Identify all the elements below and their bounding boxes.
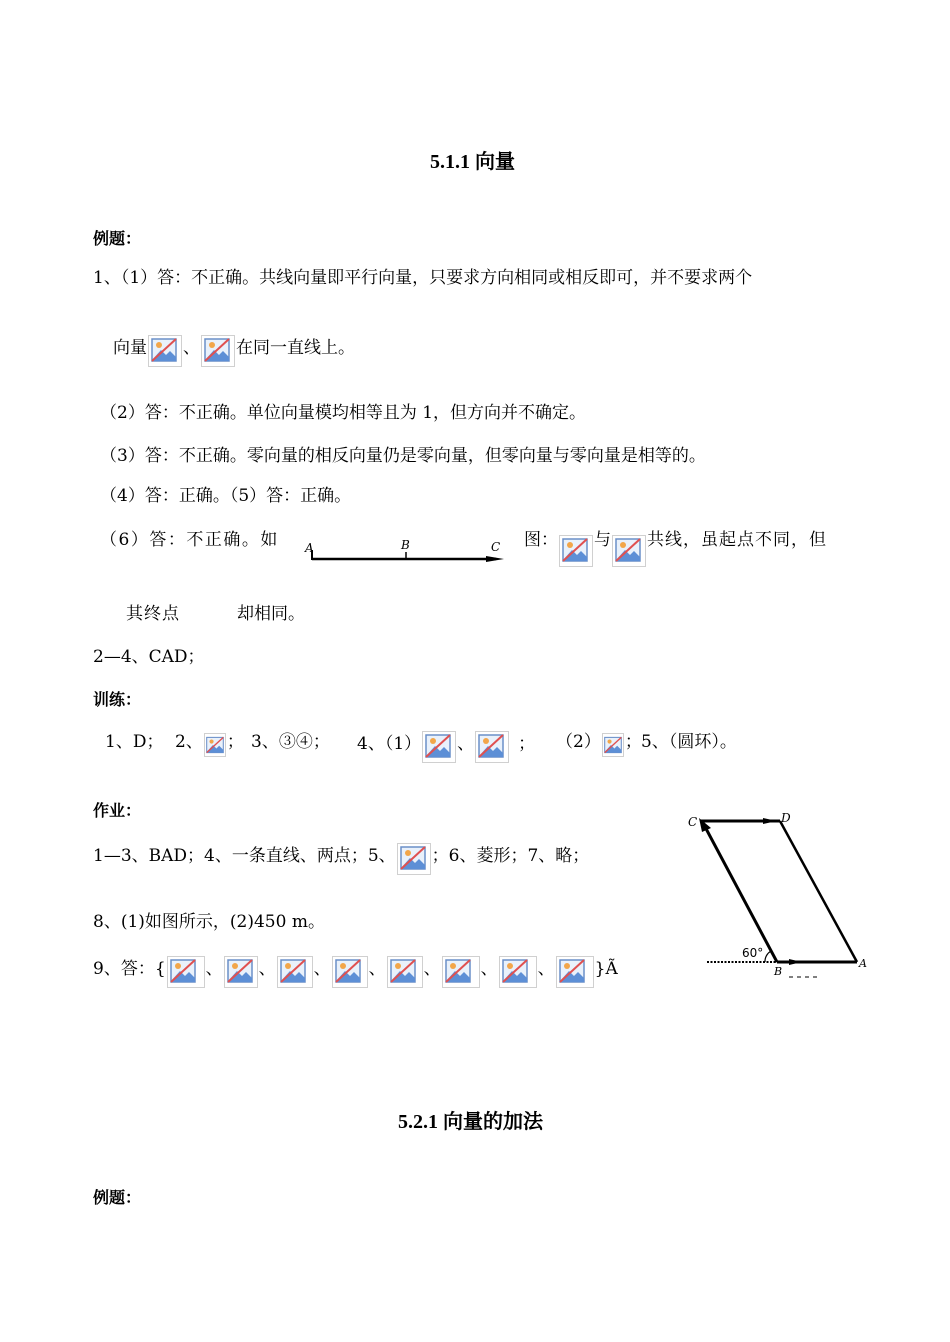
broken-image-icon <box>277 956 313 988</box>
separator: 、 <box>537 959 555 979</box>
section-title-2: 5.2.1 向量的加法 <box>398 1111 543 1133</box>
separator: 、 <box>313 959 331 979</box>
separator: 、 <box>457 734 475 754</box>
training-t2 <box>175 731 244 757</box>
broken-image-icon <box>602 733 624 757</box>
broken-image-icon <box>201 335 235 367</box>
text: （2） <box>556 732 601 752</box>
text: 图： <box>524 530 558 550</box>
answer-6-prefix: （6）答：不正确。如 <box>100 530 279 550</box>
broken-image-icon <box>422 731 456 763</box>
broken-image-icon <box>332 956 368 988</box>
separator: 、 <box>368 959 386 979</box>
broken-image-icon <box>442 956 480 988</box>
label-a: A <box>859 957 867 970</box>
answer-1-line2 <box>113 335 355 367</box>
text: 在同一直线上。 <box>236 338 355 358</box>
examples-heading-2: 例题： <box>93 1188 142 1207</box>
text: ； <box>624 732 642 752</box>
broken-image-icon <box>612 535 646 567</box>
text: 与 <box>594 530 611 550</box>
text: 4、（1） <box>357 734 422 754</box>
answer-6-line2a: 其终点 <box>126 604 180 624</box>
label-a: A <box>305 541 314 555</box>
broken-image-icon <box>387 956 423 988</box>
broken-image-icon <box>148 335 182 367</box>
answer-2: （2）答：不正确。单位向量模均相等且为 1，但方向并不确定。 <box>100 403 587 423</box>
answer-4-5: （4）答：正确。（5）答：正确。 <box>100 486 352 506</box>
label-b: B <box>401 538 410 552</box>
text: 向量 <box>113 338 147 358</box>
collinear-figure <box>300 532 510 568</box>
separator: 、 <box>205 959 223 979</box>
broken-image-icon <box>556 956 594 988</box>
answer-3: （3）答：不正确。零向量的相反向量仍是零向量，但零向量与零向量是相等的。 <box>100 446 706 466</box>
broken-image-icon <box>499 956 537 988</box>
label-c: C <box>688 815 698 829</box>
text: 1—3、BAD；4、一条直线、两点；5、 <box>93 846 396 866</box>
section-title: 5.1.1 向量 <box>430 151 515 173</box>
training-t1: 1、D； <box>105 732 164 752</box>
training-t3: 3、③④； <box>251 732 330 752</box>
text: 2、 <box>175 732 203 752</box>
label-d: D <box>781 811 791 825</box>
broken-image-icon <box>559 535 593 567</box>
training-heading: 训练： <box>93 690 142 709</box>
boat-parallelogram-figure <box>685 808 880 983</box>
text: 9、答：{ <box>93 959 166 979</box>
separator: 、 <box>183 338 200 358</box>
training-t4 <box>357 731 535 763</box>
text: ； <box>226 732 244 752</box>
broken-image-icon <box>204 733 226 757</box>
answer-1-line1: 1、（1）答：不正确。共线向量即平行向量，只要求方向相同或相反即可，并不要求两个 <box>93 268 753 288</box>
text: }Ã <box>594 959 618 979</box>
examples-heading: 例题： <box>93 229 142 248</box>
training-t4b <box>556 731 642 757</box>
homework-9 <box>93 956 618 988</box>
homework-heading: 作业： <box>93 801 142 820</box>
broken-image-icon <box>167 956 205 988</box>
label-c: C <box>491 540 501 554</box>
text: ；6、菱形；7、略； <box>431 846 590 866</box>
broken-image-icon <box>397 843 431 875</box>
homework-8: 8、(1)如图所示，(2)450 m。 <box>93 912 325 932</box>
answer-6-mid <box>524 529 827 567</box>
separator: 、 <box>258 959 276 979</box>
separator: 、 <box>423 959 441 979</box>
text: ； <box>518 734 536 754</box>
answer-6-line2b: 却相同。 <box>237 604 305 624</box>
separator: 、 <box>480 959 498 979</box>
homework-1-7 <box>93 843 589 875</box>
broken-image-icon <box>475 731 509 763</box>
broken-image-icon <box>224 956 258 988</box>
label-angle: 60° <box>742 946 764 960</box>
answers-2-4: 2—4、CAD； <box>93 647 205 667</box>
training-t5: 5、（圆环）。 <box>641 732 737 752</box>
text: 共线，虽起点不同，但 <box>647 530 827 550</box>
label-b: B <box>774 965 783 978</box>
